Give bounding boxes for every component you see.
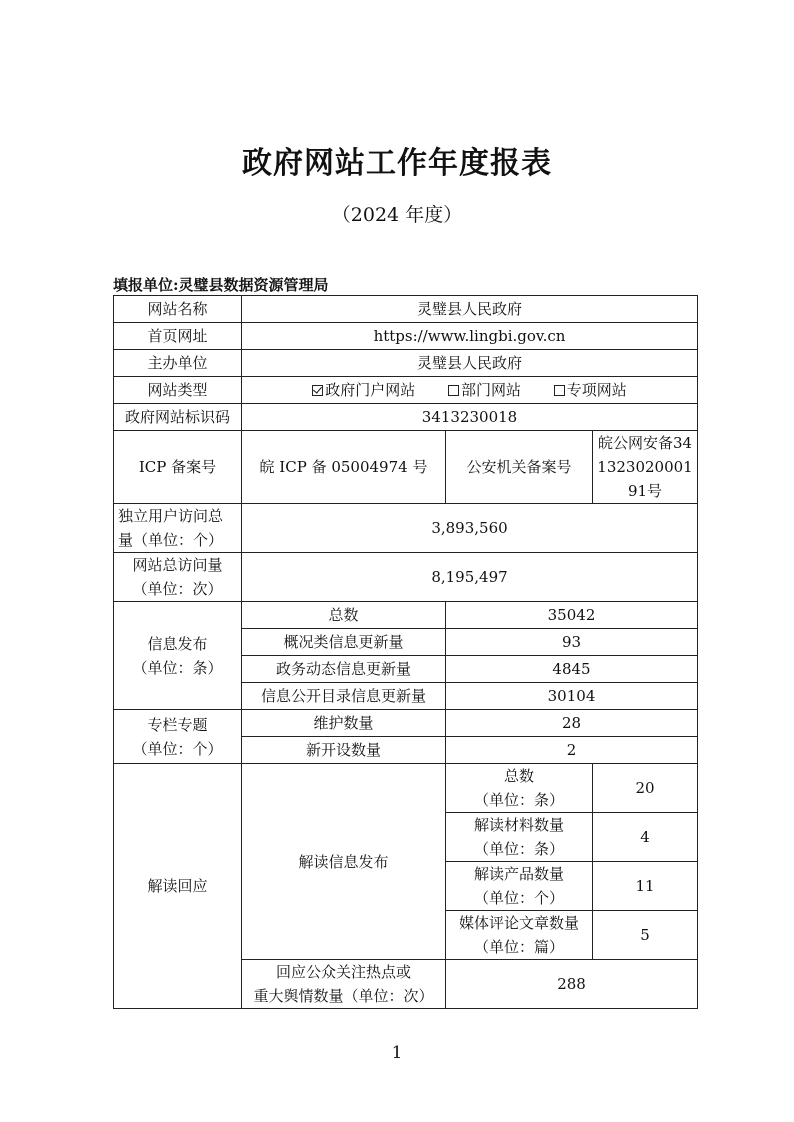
item-value: 4845 xyxy=(446,656,698,683)
row-label: 网站类型 xyxy=(114,377,242,404)
group-label: 信息发布 xyxy=(147,634,208,653)
response-label xyxy=(242,960,446,1009)
group-label: 专栏专题 xyxy=(147,715,208,734)
site-type-option-department xyxy=(448,378,521,402)
item-label: 政务动态信息更新量 xyxy=(242,656,446,683)
total-visits-value: 8,195,497 xyxy=(242,553,698,602)
item-value: 93 xyxy=(446,629,698,656)
site-code-value: 3413230018 xyxy=(242,404,698,431)
item-name: 解读材料数量 xyxy=(473,816,564,834)
table-row xyxy=(114,431,698,504)
police-record-value: 皖公网安备34132302000191号 xyxy=(593,431,698,504)
table-row xyxy=(114,404,698,431)
table-row xyxy=(114,296,698,323)
item-label: 新开设数量 xyxy=(242,737,446,764)
table-row xyxy=(114,504,698,553)
item-label: 概况类信息更新量 xyxy=(242,629,446,656)
item-label xyxy=(446,813,593,862)
group-unit: （单位：条） xyxy=(132,658,223,677)
row-label: 政府网站标识码 xyxy=(114,404,242,431)
checkbox-icon xyxy=(448,385,459,396)
row-label: 网站名称 xyxy=(114,296,242,323)
table-row xyxy=(114,710,698,737)
item-value: 2 xyxy=(446,737,698,764)
item-value: 20 xyxy=(593,764,698,813)
police-record-label: 公安机关备案号 xyxy=(446,431,593,504)
option-label: 政府门户网站 xyxy=(325,381,416,399)
interpretation-sub-label: 解读信息发布 xyxy=(242,764,446,960)
item-unit: （单位：条） xyxy=(473,840,564,858)
table-row xyxy=(114,323,698,350)
report-table xyxy=(113,295,698,1009)
item-label: 总数 xyxy=(242,602,446,629)
item-label xyxy=(446,764,593,813)
item-label xyxy=(446,862,593,911)
row-label: ICP 备案号 xyxy=(114,431,242,504)
item-unit: （单位：个） xyxy=(473,889,564,907)
option-label: 部门网站 xyxy=(461,381,522,399)
icp-value: 皖 ICP 备 05004974 号 xyxy=(242,431,446,504)
item-value: 4 xyxy=(593,813,698,862)
item-value: 35042 xyxy=(446,602,698,629)
unique-visitors-value: 3,893,560 xyxy=(242,504,698,553)
row-label: 主办单位 xyxy=(114,350,242,377)
table-row xyxy=(114,377,698,404)
item-label: 信息公开目录信息更新量 xyxy=(242,683,446,710)
row-label: 首页网址 xyxy=(114,323,242,350)
item-name: 解读产品数量 xyxy=(473,865,564,883)
response-label-line2: 重大舆情数量（单位：次） xyxy=(253,987,434,1005)
item-name: 总数 xyxy=(503,767,534,785)
item-unit: （单位：篇） xyxy=(473,938,564,956)
item-name: 媒体评论文章数量 xyxy=(458,914,579,932)
report-year: （2024 年度） xyxy=(331,204,463,226)
interpretation-label: 解读回应 xyxy=(114,764,242,1009)
report-title: 政府网站工作年度报表 xyxy=(242,146,552,181)
site-name-value: 灵璧县人民政府 xyxy=(242,296,698,323)
site-type-option-special xyxy=(554,378,627,402)
row-label: 网站总访问量（单位：次） xyxy=(114,553,242,602)
item-unit: （单位：条） xyxy=(473,791,564,809)
filing-unit: 填报单位:灵璧县数据资源管理局 xyxy=(113,276,329,294)
response-label-line1: 回应公众关注热点或 xyxy=(275,963,411,981)
item-value: 28 xyxy=(446,710,698,737)
checkbox-checked-icon xyxy=(312,385,323,396)
table-row xyxy=(114,350,698,377)
item-value: 5 xyxy=(593,911,698,960)
item-label xyxy=(446,911,593,960)
response-value: 288 xyxy=(446,960,698,1009)
home-url-value: https://www.lingbi.gov.cn xyxy=(242,323,698,350)
site-type-option-portal xyxy=(312,378,415,402)
info-publish-label xyxy=(114,602,242,710)
table-row xyxy=(114,764,698,813)
group-unit: （单位：个） xyxy=(132,739,223,758)
option-label: 专项网站 xyxy=(566,381,627,399)
item-value: 30104 xyxy=(446,683,698,710)
checkbox-icon xyxy=(554,385,565,396)
columns-label xyxy=(114,710,242,764)
page-number: 1 xyxy=(391,1043,403,1063)
item-value: 11 xyxy=(593,862,698,911)
site-type-options xyxy=(242,377,698,404)
table-row xyxy=(114,553,698,602)
row-label: 独立用户访问总量（单位：个） xyxy=(114,504,242,553)
sponsor-value: 灵璧县人民政府 xyxy=(242,350,698,377)
item-label: 维护数量 xyxy=(242,710,446,737)
table-row xyxy=(114,602,698,629)
